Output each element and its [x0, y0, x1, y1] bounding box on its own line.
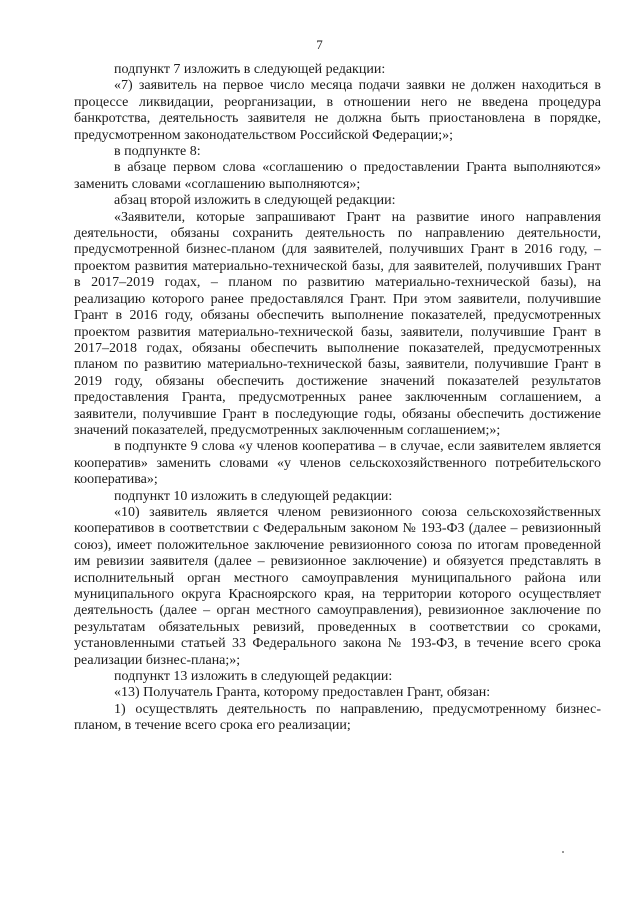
paragraph: 1) осуществлять деятельность по направлению, предусмотренному бизнес-планом, в течение всего срока его реализации;: [74, 701, 601, 734]
paragraph: в подпункте 9 слова «у членов кооператива – в случае, если заявителем является кооператив» заменить словами «у членов сельскохозяйственного потребительского кооператива»;: [74, 439, 601, 488]
paragraph: «Заявители, которые запрашивают Грант на развитие иного направления деятельности, обязаны сохранить деятельность по направлению деятельности, предусмотренной бизнес-планом (для заявителей, получивших Грант в 2016 году, – проектом развития материально-технической базы, для заявителей, получивших Грант в 2017–2019 годах, – планом по развитию материально-технической базы), на реализацию которого ранее предоставлялся Грант. При этом заявители, получившие Грант в 2016 году, обязаны обеспечить выполнение показателей, предусмотренных проектом развития материально-технической базы, заявители, получившие Грант в 2017–2018 годах, обязаны обеспечить выполнение показателей, предусмотренных планом по развитию материально-технической базы, заявители, получившие Грант в 2019 году, обязаны обеспечить достижение значений показателей результатов предоставления Гранта, предусмотренных ранее заключенным соглашением, а заявители, получившие Грант в последующие годы, обязаны обеспечить достижение значений показателей, предусмотренных заключенным соглашением;»;: [74, 209, 601, 438]
paragraph: абзац второй изложить в следующей редакции:: [114, 193, 396, 209]
scan-speck: [562, 851, 564, 853]
page-number: 7: [316, 37, 323, 52]
paragraph: «7) заявитель на первое число месяца подачи заявки не должен находиться в процессе ликвидации, реорганизации, в отношении него не введена процедура банкротства, деятельность заявителя не должна быть приостановлена в порядке, предусмотренном законодательством Российской Федерации;»;: [74, 78, 601, 143]
paragraph: в абзаце первом слова «соглашению о предоставлении Гранта выполняются» заменить словами «соглашению выполняются»;: [74, 160, 601, 192]
paragraph: подпункт 13 изложить в следующей редакции:: [114, 669, 393, 685]
paragraph: подпункт 10 изложить в следующей редакции:: [114, 488, 393, 504]
paragraph: в подпункте 8:: [114, 144, 201, 160]
paragraph: «13) Получатель Гранта, которому предоставлен Грант, обязан:: [114, 685, 491, 701]
document-body: [74, 62, 601, 735]
paragraph: «10) заявитель является членом ревизионного союза сельскохозяйственных кооперативов в соответствии с Федеральным законом № 193-ФЗ (далее – ревизионный союз), имеет положительное заключение ревизионного союза по итогам проведенной им ревизии заявителя (далее – ревизионное заключение) и обязуется представлять в исполнительный орган местного самоуправления муниципального района или муниципального округа Красноярского края, на территории которого осуществляет деятельность (далее – орган местного самоуправления), ревизионное заключение по результатам обязательных ревизий, проведенных в соответствии со сроками, установленными статьей 33 Федерального закона № 193-ФЗ, в течение всего срока реализации бизнес-плана;»;: [74, 504, 601, 668]
paragraph: подпункт 7 изложить в следующей редакции:: [114, 62, 386, 77]
